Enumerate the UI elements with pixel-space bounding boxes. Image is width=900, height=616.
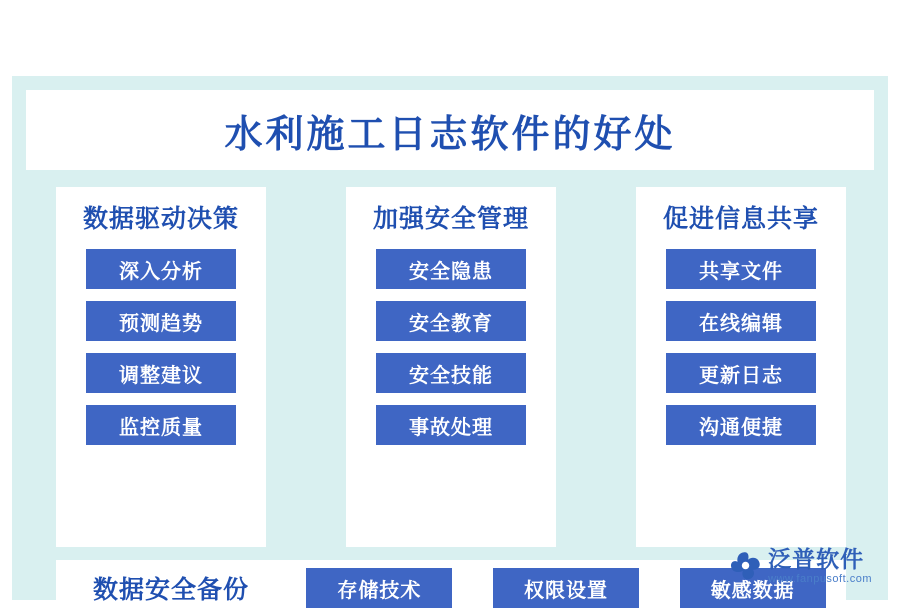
chip-item[interactable]: 更新日志 (666, 353, 816, 393)
column-safety-management (346, 187, 556, 547)
chip-item[interactable]: 监控质量 (86, 405, 236, 445)
chip-item[interactable]: 深入分析 (86, 249, 236, 289)
brand-logo (728, 542, 872, 590)
chip-item[interactable]: 安全教育 (376, 301, 526, 341)
column-title: 促进信息共享 (662, 206, 819, 233)
logo-texts (768, 548, 872, 585)
footer-title: 数据安全备份 (92, 577, 249, 604)
chip-item[interactable]: 事故处理 (376, 405, 526, 445)
chip-item[interactable]: 安全隐患 (376, 249, 526, 289)
chip-item[interactable]: 预测趋势 (86, 301, 236, 341)
infographic-board (12, 76, 888, 604)
chip-item[interactable]: 敏感数据 (680, 568, 826, 608)
column-title: 加强安全管理 (372, 206, 529, 233)
chip-item[interactable]: 存储技术 (306, 568, 452, 608)
chip-item[interactable]: 安全技能 (376, 353, 526, 393)
chip-item[interactable]: 沟通便捷 (666, 405, 816, 445)
fanpu-flower-icon (728, 549, 762, 583)
column-information-sharing (636, 187, 846, 547)
page-title: 水利施工日志软件的好处 (224, 113, 676, 156)
chip-item[interactable]: 共享文件 (666, 249, 816, 289)
chip-item[interactable]: 权限设置 (493, 568, 639, 608)
logo-name: 泛普软件 (768, 546, 865, 572)
logo-url: www.fanpusoft.com (768, 572, 872, 585)
column-data-driven-decision (56, 187, 266, 547)
chip-item[interactable]: 调整建议 (86, 353, 236, 393)
chip-item[interactable]: 在线编辑 (666, 301, 816, 341)
columns-container (56, 187, 846, 547)
title-bar (26, 90, 874, 170)
column-title: 数据驱动决策 (82, 206, 239, 233)
